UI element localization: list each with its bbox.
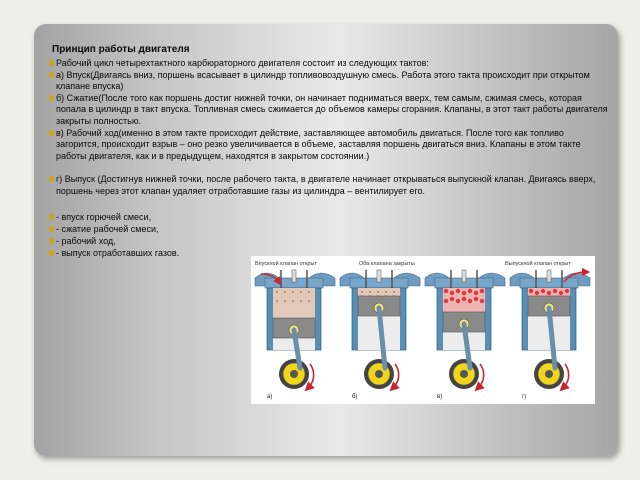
mixture-particle: [369, 291, 371, 293]
stage-label: в): [437, 394, 443, 400]
engine-cycle-diagram: [251, 256, 595, 404]
gas-particle: [480, 299, 484, 303]
mixture-particle: [284, 300, 286, 302]
gas-particle: [468, 299, 472, 303]
mixture-particle: [308, 300, 310, 302]
bullet-icon: [49, 250, 54, 256]
gas-particle: [444, 289, 448, 293]
mixture-particle: [292, 300, 294, 302]
gas-particle: [559, 291, 563, 295]
engine-cycle-figure: [251, 256, 595, 404]
mixture-particle: [385, 291, 387, 293]
gas-particle: [456, 299, 460, 303]
mixture-particle: [300, 300, 302, 302]
gas-particle: [444, 299, 448, 303]
mixture-particle: [284, 291, 286, 293]
caption-exhaust-valve-open: Выпускной клапан открыт: [505, 261, 571, 267]
mixture-particle: [393, 291, 395, 293]
paragraph-compression: б) Сжатие(После того как поршень достиг нижней точки, он начинает подниматься вверх, тем самым, сжимая смесь, которая попала в цилиндр в такт впуска. Топливная смесь сжимается до объемов камеры сгорания. Клапаны, в этот такт работы двигателя закрыты полностью.: [49, 93, 609, 128]
spark-plug: [292, 270, 296, 282]
list-item: - сжатие рабочей смеси,: [49, 224, 609, 236]
gas-particle: [553, 289, 557, 293]
bullet-icon: [49, 238, 54, 244]
slide-title: Принцип работы двигателя: [52, 44, 190, 55]
paragraph-intro: Рабочий цикл четырехтактного карбюраторного двигателя состоит из следующих тактов:: [49, 58, 609, 70]
mixture-particle: [361, 291, 363, 293]
caption-intake-valve-open: Впускной клапан открыт: [255, 261, 317, 267]
mixture-particle: [276, 300, 278, 302]
list-item: - рабочий ход,: [49, 236, 609, 248]
spark-plug: [377, 270, 381, 282]
bullet-icon: [49, 60, 54, 66]
gas-particle: [529, 289, 533, 293]
list-item: - выпуск отработавших газов.: [49, 248, 609, 260]
gas-particle: [462, 297, 466, 301]
paragraph-intake: а) Впуск(Двигаясь вниз, поршень всасывает в цилиндр топливовоздушную смесь. Работа этого такта происходит при открытом клапане впуска): [49, 70, 609, 93]
paragraph-exhaust: г) Выпуск (Достигнув нижней точки, после рабочего такта, в двигателе начинает открываться выпускной клапан. Двигаясь вверх, поршень через этот клапан удаляет отработавшие газы из цилиндра – вентилирует его.: [49, 174, 609, 197]
gas-particle: [565, 289, 569, 293]
list-item: - впуск горючей смеси,: [49, 212, 609, 224]
gas-particle: [474, 291, 478, 295]
gas-particle: [468, 289, 472, 293]
stage-label: а): [267, 394, 273, 400]
caption-both-valves-closed: Оба клапана закрыты: [359, 261, 415, 267]
mixture-particle: [276, 291, 278, 293]
gas-particle: [541, 289, 545, 293]
gas-particle: [462, 291, 466, 295]
bullet-icon: [49, 214, 54, 220]
slide: [34, 24, 618, 456]
slide-text: [49, 44, 609, 260]
bullet-icon: [49, 130, 54, 136]
paragraph-power: в) Рабочий ход(именно в этом такте происходит действие, заставляющее автомобиль двигаться. После того как топливо загорится, происходит взрыв – оно резко увеличивается в объеме, заставляя поршень двигаться вниз. Клапаны в этом такте работы двигателя, как и в предыдущем, находятся в закрытом состоянии.): [49, 128, 609, 163]
gas-particle: [474, 297, 478, 301]
bullet-icon: [49, 226, 54, 232]
gas-particle: [547, 291, 551, 295]
mixture-particle: [300, 291, 302, 293]
gas-particle: [450, 297, 454, 301]
bullet-icon: [49, 95, 54, 101]
summary-list: [49, 212, 609, 260]
gas-particle: [535, 291, 539, 295]
gas-particle: [456, 289, 460, 293]
crank-hub: [460, 370, 468, 378]
bullet-icon: [49, 176, 54, 182]
crank-hub: [375, 370, 383, 378]
bullet-icon: [49, 72, 54, 78]
spark-plug: [462, 270, 466, 282]
crank-hub: [545, 370, 553, 378]
stage-label: г): [522, 394, 527, 400]
mixture-particle: [308, 291, 310, 293]
crank-hub: [290, 370, 298, 378]
spark-plug: [547, 270, 551, 282]
mixture-particle: [377, 291, 379, 293]
mixture-particle: [292, 291, 294, 293]
gas-particle: [450, 291, 454, 295]
gas-particle: [480, 289, 484, 293]
stage-label: б): [352, 394, 358, 400]
